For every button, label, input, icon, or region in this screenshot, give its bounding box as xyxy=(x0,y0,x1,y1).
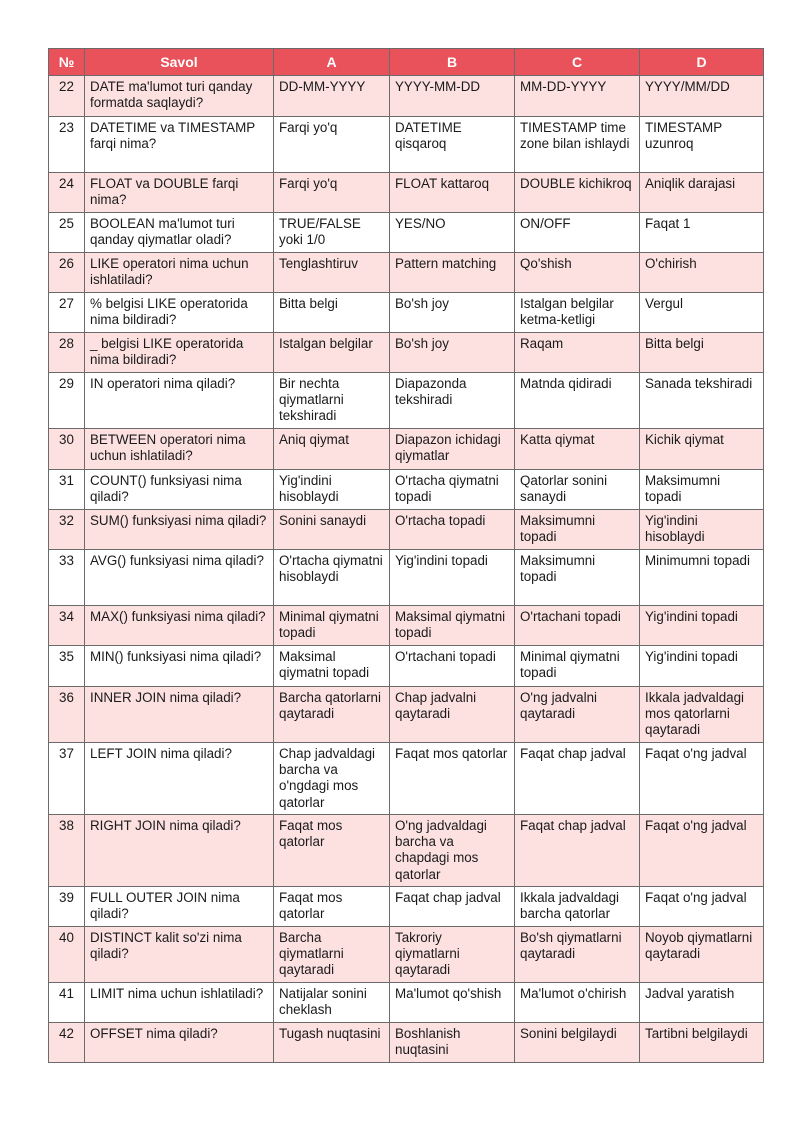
option-a: Barcha qiymatlarni qaytaradi xyxy=(274,927,390,983)
option-d: Faqat 1 xyxy=(640,213,764,253)
question-number: 36 xyxy=(49,687,85,743)
option-d: Kichik qiymat xyxy=(640,429,764,470)
option-c: Ikkala jadvaldagi barcha qatorlar xyxy=(515,887,640,927)
option-d: Minimumni topadi xyxy=(640,550,764,606)
question-number: 24 xyxy=(49,173,85,213)
option-c: O'rtachani topadi xyxy=(515,606,640,646)
question-number: 23 xyxy=(49,117,85,173)
header-question: Savol xyxy=(85,49,274,76)
option-d: YYYY/MM/DD xyxy=(640,76,764,117)
option-b: FLOAT kattaroq xyxy=(390,173,515,213)
table-row xyxy=(49,550,764,606)
question-text: LIKE operatori nima uchun ishlatiladi? xyxy=(85,253,274,293)
table-row xyxy=(49,887,764,927)
option-c: Bo'sh qiymatlarni qaytaradi xyxy=(515,927,640,983)
option-d: Bitta belgi xyxy=(640,333,764,373)
table-row xyxy=(49,646,764,687)
table-row xyxy=(49,743,764,815)
table-header-row xyxy=(49,49,764,76)
question-text: BETWEEN operatori nima uchun ishlatiladi? xyxy=(85,429,274,470)
option-c: Qo'shish xyxy=(515,253,640,293)
question-number: 38 xyxy=(49,815,85,887)
option-a: Istalgan belgilar xyxy=(274,333,390,373)
table-row xyxy=(49,429,764,470)
option-d: Tartibni belgilaydi xyxy=(640,1023,764,1063)
option-a: O'rtacha qiymatni hisoblaydi xyxy=(274,550,390,606)
question-number: 26 xyxy=(49,253,85,293)
option-c: MM-DD-YYYY xyxy=(515,76,640,117)
question-number: 40 xyxy=(49,927,85,983)
option-b: Pattern matching xyxy=(390,253,515,293)
option-a: Farqi yo'q xyxy=(274,117,390,173)
question-text: FLOAT va DOUBLE farqi nima? xyxy=(85,173,274,213)
option-c: Sonini belgilaydi xyxy=(515,1023,640,1063)
table-row xyxy=(49,983,764,1023)
table-row xyxy=(49,470,764,510)
option-b: Faqat chap jadval xyxy=(390,887,515,927)
question-number: 32 xyxy=(49,510,85,550)
option-d: Faqat o'ng jadval xyxy=(640,815,764,887)
question-text: COUNT() funksiyasi nima qiladi? xyxy=(85,470,274,510)
table-row xyxy=(49,687,764,743)
table-row xyxy=(49,253,764,293)
question-text: IN operatori nima qiladi? xyxy=(85,373,274,429)
option-c: Faqat chap jadval xyxy=(515,743,640,815)
option-c: TIMESTAMP time zone bilan ishlaydi xyxy=(515,117,640,173)
question-text: _ belgisi LIKE operatorida nima bildiradi? xyxy=(85,333,274,373)
table-row xyxy=(49,815,764,887)
option-a: Sonini sanaydi xyxy=(274,510,390,550)
option-d: Yig'indini hisoblaydi xyxy=(640,510,764,550)
option-d: Aniqlik darajasi xyxy=(640,173,764,213)
table-row xyxy=(49,213,764,253)
option-d: Yig'indini topadi xyxy=(640,646,764,687)
option-b: Boshlanish nuqtasini xyxy=(390,1023,515,1063)
option-b: Maksimal qiymatni topadi xyxy=(390,606,515,646)
question-number: 33 xyxy=(49,550,85,606)
question-number: 27 xyxy=(49,293,85,333)
option-b: O'ng jadvaldagi barcha va chapdagi mos qatorlar xyxy=(390,815,515,887)
option-d: Maksimumni topadi xyxy=(640,470,764,510)
option-d: Yig'indini topadi xyxy=(640,606,764,646)
option-b: Diapazonda tekshiradi xyxy=(390,373,515,429)
table-row xyxy=(49,333,764,373)
option-a: Aniq qiymat xyxy=(274,429,390,470)
question-number: 28 xyxy=(49,333,85,373)
option-c: DOUBLE kichikroq xyxy=(515,173,640,213)
table-row xyxy=(49,1023,764,1063)
question-number: 30 xyxy=(49,429,85,470)
option-a: Faqat mos qatorlar xyxy=(274,815,390,887)
option-c: Faqat chap jadval xyxy=(515,815,640,887)
option-d: TIMESTAMP uzunroq xyxy=(640,117,764,173)
option-b: YYYY-MM-DD xyxy=(390,76,515,117)
question-text: BOOLEAN ma'lumot turi qanday qiymatlar oladi? xyxy=(85,213,274,253)
table-row xyxy=(49,606,764,646)
option-b: Chap jadvalni qaytaradi xyxy=(390,687,515,743)
option-c: Maksimumni topadi xyxy=(515,510,640,550)
option-b: O'rtacha topadi xyxy=(390,510,515,550)
option-a: Faqat mos qatorlar xyxy=(274,887,390,927)
option-a: Chap jadvaldagi barcha va o'ngdagi mos qatorlar xyxy=(274,743,390,815)
option-d: Vergul xyxy=(640,293,764,333)
option-b: Diapazon ichidagi qiymatlar xyxy=(390,429,515,470)
option-a: Natijalar sonini cheklash xyxy=(274,983,390,1023)
table-row xyxy=(49,293,764,333)
question-number: 22 xyxy=(49,76,85,117)
table-row xyxy=(49,373,764,429)
option-d: Faqat o'ng jadval xyxy=(640,743,764,815)
option-c: Matnda qidiradi xyxy=(515,373,640,429)
option-c: Istalgan belgilar ketma-ketligi xyxy=(515,293,640,333)
header-option-a: A xyxy=(274,49,390,76)
option-a: Bir nechta qiymatlarni tekshiradi xyxy=(274,373,390,429)
option-c: Maksimumni topadi xyxy=(515,550,640,606)
question-text: LIMIT nima uchun ishlatiladi? xyxy=(85,983,274,1023)
option-a: Farqi yo'q xyxy=(274,173,390,213)
question-text: AVG() funksiyasi nima qiladi? xyxy=(85,550,274,606)
table-row xyxy=(49,927,764,983)
option-b: O'rtachani topadi xyxy=(390,646,515,687)
option-b: Ma'lumot qo'shish xyxy=(390,983,515,1023)
question-text: SUM() funksiyasi nima qiladi? xyxy=(85,510,274,550)
header-option-d: D xyxy=(640,49,764,76)
option-d: Jadval yaratish xyxy=(640,983,764,1023)
option-a: DD-MM-YYYY xyxy=(274,76,390,117)
table-row xyxy=(49,510,764,550)
option-c: Ma'lumot o'chirish xyxy=(515,983,640,1023)
option-d: Faqat o'ng jadval xyxy=(640,887,764,927)
option-d: O'chirish xyxy=(640,253,764,293)
header-option-c: C xyxy=(515,49,640,76)
option-c: Raqam xyxy=(515,333,640,373)
option-b: DATETIME qisqaroq xyxy=(390,117,515,173)
quiz-table xyxy=(48,48,764,1063)
question-number: 39 xyxy=(49,887,85,927)
option-d: Ikkala jadvaldagi mos qatorlarni qaytaradi xyxy=(640,687,764,743)
table-row xyxy=(49,76,764,117)
option-a: Barcha qatorlarni qaytaradi xyxy=(274,687,390,743)
option-c: Minimal qiymatni topadi xyxy=(515,646,640,687)
option-a: Yig'indini hisoblaydi xyxy=(274,470,390,510)
option-a: TRUE/FALSE yoki 1/0 xyxy=(274,213,390,253)
question-text: OFFSET nima qiladi? xyxy=(85,1023,274,1063)
question-text: DATE ma'lumot turi qanday formatda saqlaydi? xyxy=(85,76,274,117)
question-text: FULL OUTER JOIN nima qiladi? xyxy=(85,887,274,927)
question-text: LEFT JOIN nima qiladi? xyxy=(85,743,274,815)
option-b: Bo'sh joy xyxy=(390,333,515,373)
question-number: 41 xyxy=(49,983,85,1023)
option-c: Katta qiymat xyxy=(515,429,640,470)
question-number: 29 xyxy=(49,373,85,429)
question-text: DISTINCT kalit so'zi nima qiladi? xyxy=(85,927,274,983)
header-number: № xyxy=(49,49,85,76)
option-a: Minimal qiymatni topadi xyxy=(274,606,390,646)
option-a: Tenglashtiruv xyxy=(274,253,390,293)
header-option-b: B xyxy=(390,49,515,76)
question-text: DATETIME va TIMESTAMP farqi nima? xyxy=(85,117,274,173)
option-b: Yig'indini topadi xyxy=(390,550,515,606)
question-text: MAX() funksiyasi nima qiladi? xyxy=(85,606,274,646)
option-b: YES/NO xyxy=(390,213,515,253)
option-c: O'ng jadvalni qaytaradi xyxy=(515,687,640,743)
option-c: ON/OFF xyxy=(515,213,640,253)
question-number: 34 xyxy=(49,606,85,646)
option-b: O'rtacha qiymatni topadi xyxy=(390,470,515,510)
question-text: INNER JOIN nima qiladi? xyxy=(85,687,274,743)
question-number: 25 xyxy=(49,213,85,253)
option-c: Qatorlar sonini sanaydi xyxy=(515,470,640,510)
question-number: 35 xyxy=(49,646,85,687)
option-d: Sanada tekshiradi xyxy=(640,373,764,429)
table-row xyxy=(49,173,764,213)
table-row xyxy=(49,117,764,173)
option-a: Tugash nuqtasini xyxy=(274,1023,390,1063)
option-b: Takroriy qiymatlarni qaytaradi xyxy=(390,927,515,983)
table-body xyxy=(49,76,764,1063)
option-b: Faqat mos qatorlar xyxy=(390,743,515,815)
question-number: 31 xyxy=(49,470,85,510)
question-text: % belgisi LIKE operatorida nima bildiradi? xyxy=(85,293,274,333)
option-d: Noyob qiymatlarni qaytaradi xyxy=(640,927,764,983)
option-b: Bo'sh joy xyxy=(390,293,515,333)
option-a: Maksimal qiymatni topadi xyxy=(274,646,390,687)
option-a: Bitta belgi xyxy=(274,293,390,333)
question-text: MIN() funksiyasi nima qiladi? xyxy=(85,646,274,687)
question-number: 42 xyxy=(49,1023,85,1063)
question-number: 37 xyxy=(49,743,85,815)
question-text: RIGHT JOIN nima qiladi? xyxy=(85,815,274,887)
